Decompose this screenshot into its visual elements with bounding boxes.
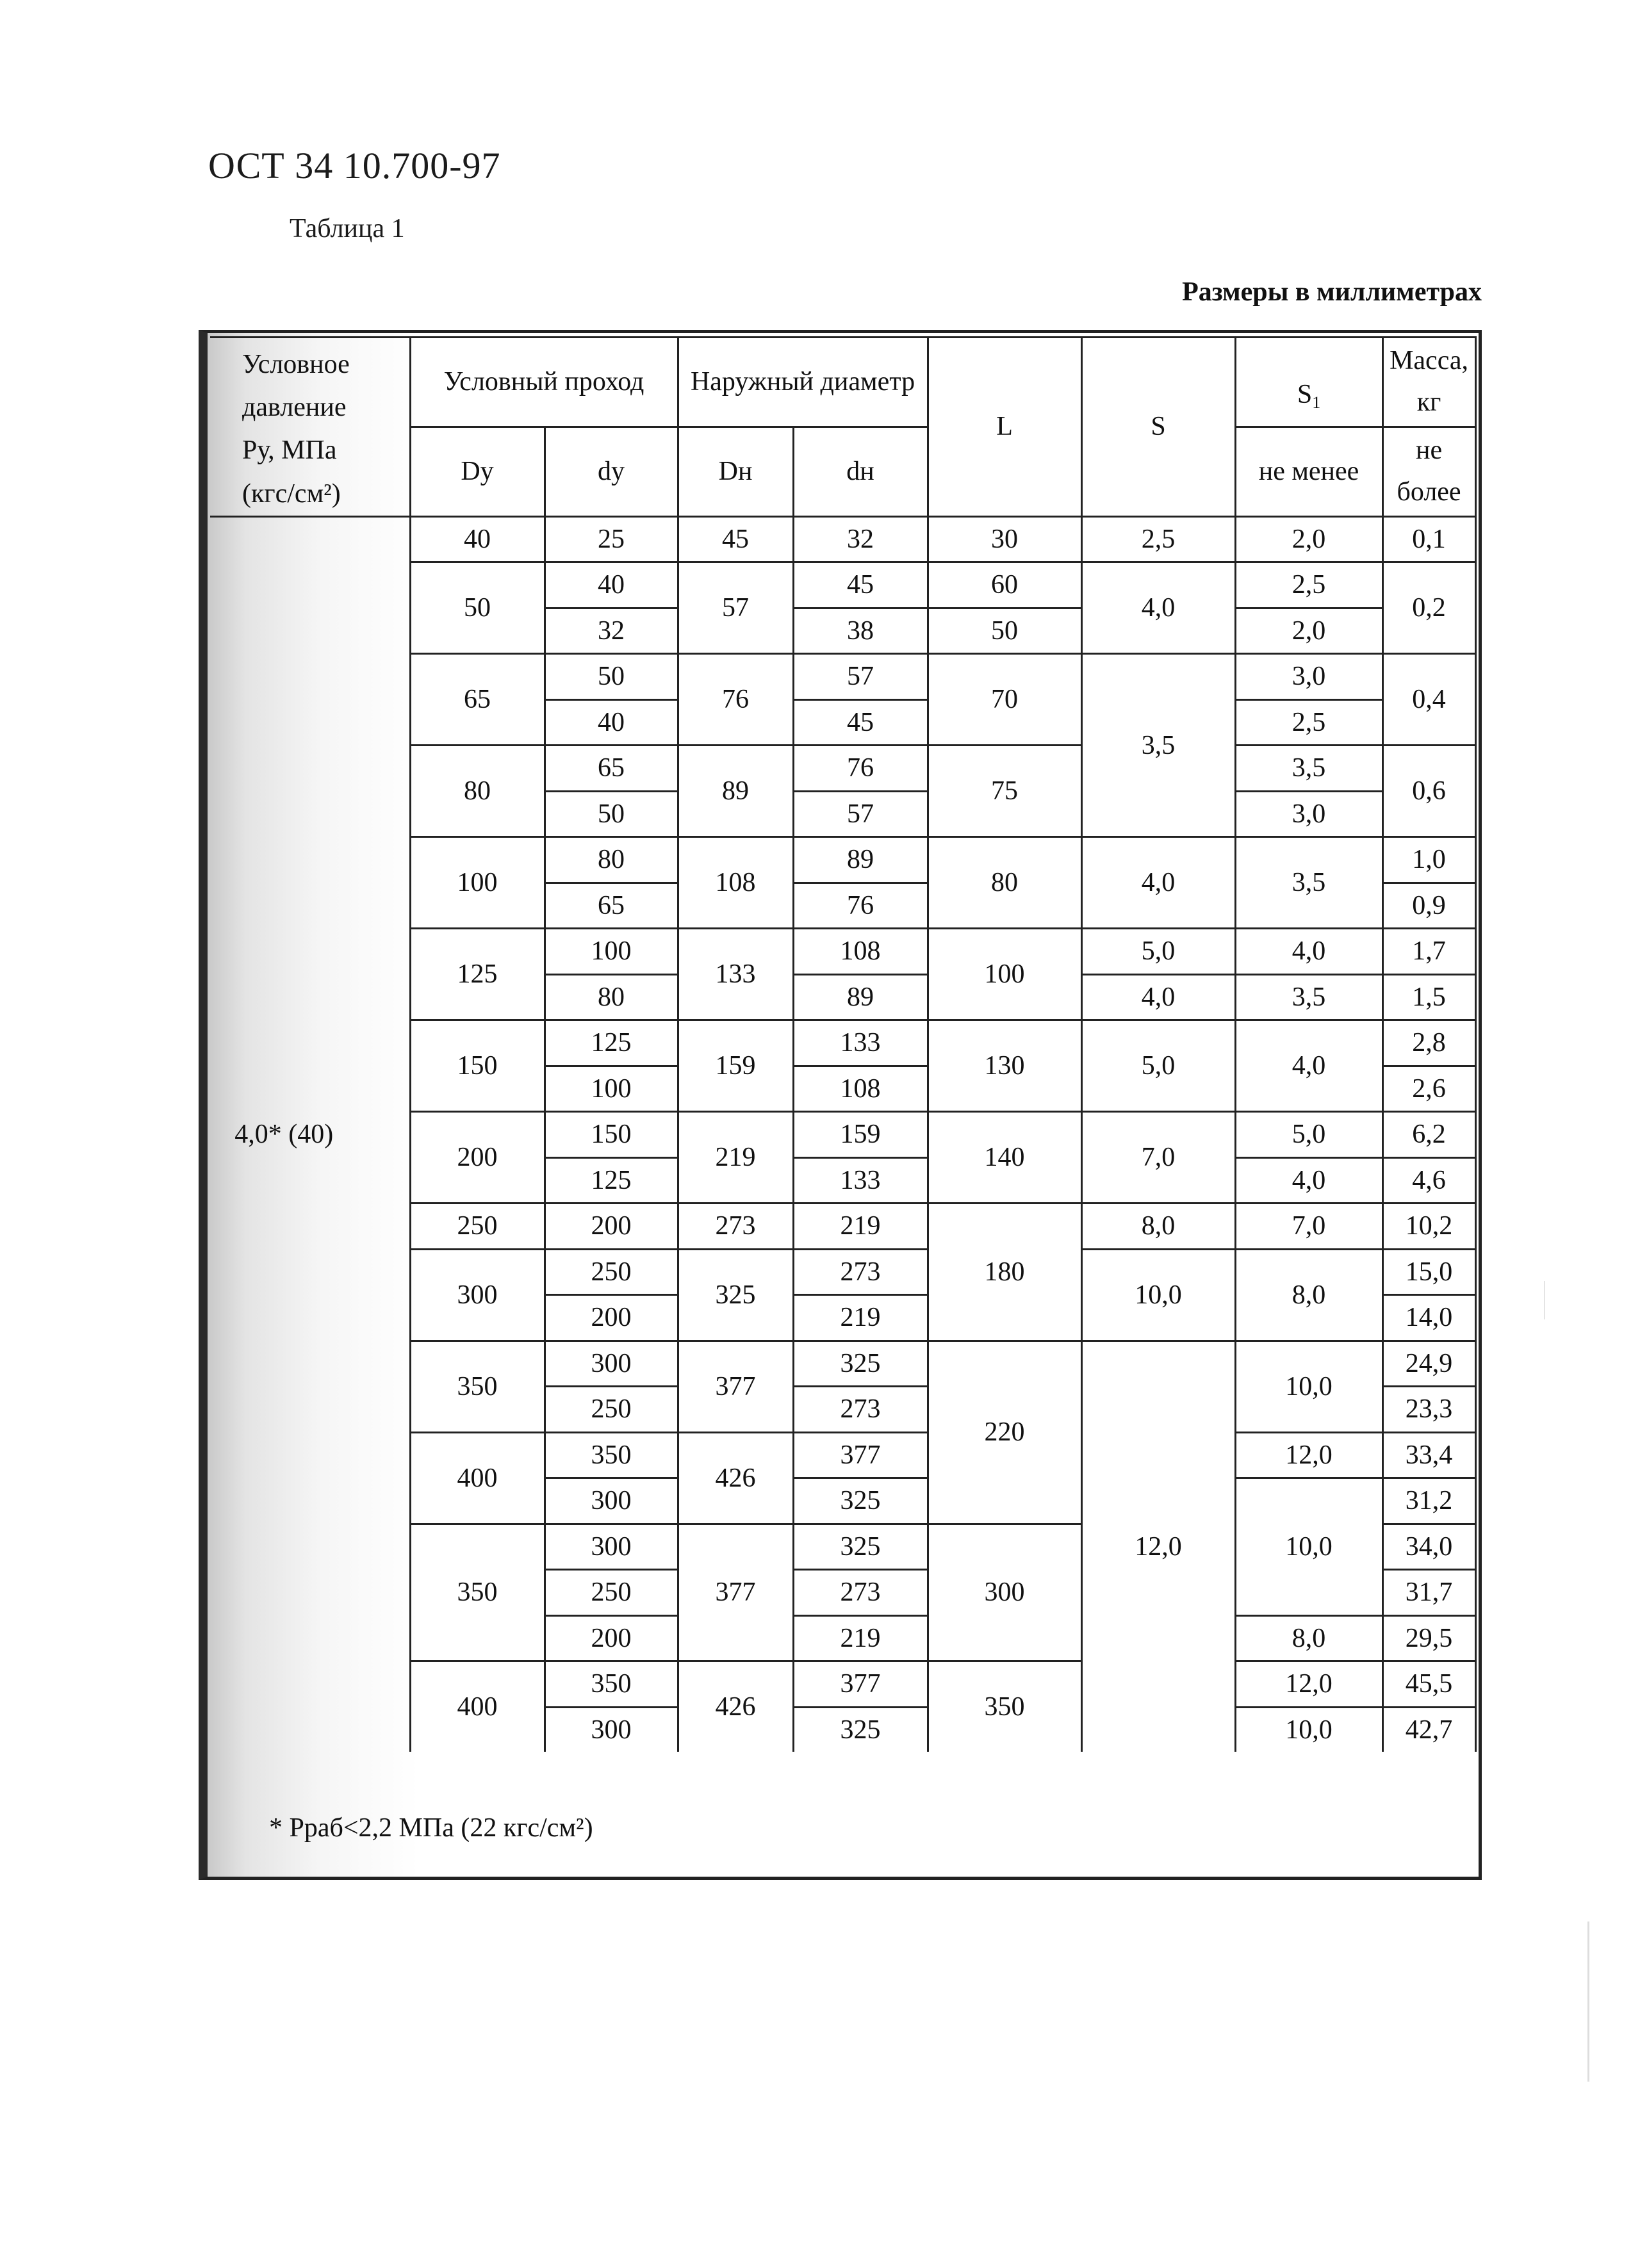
cell-Dy: 200 <box>410 1112 545 1203</box>
cell-Dn: 76 <box>678 654 793 746</box>
cell-Dy: 350 <box>410 1524 545 1661</box>
cell-S1: 3,0 <box>1235 654 1382 700</box>
cell-S1: 5,0 <box>1235 1112 1382 1158</box>
cell-dy: 200 <box>545 1615 678 1661</box>
cell-Dy: 300 <box>410 1249 545 1341</box>
cell-mass: 34,0 <box>1382 1524 1475 1570</box>
cell-Dy: 65 <box>410 654 545 746</box>
cell-dn: 273 <box>793 1249 928 1295</box>
cell-dy: 80 <box>545 974 678 1020</box>
cell-dy: 250 <box>545 1387 678 1433</box>
cell-Dn: 219 <box>678 1112 793 1203</box>
cell-dy: 300 <box>545 1524 678 1570</box>
header-L: L <box>928 338 1081 517</box>
cell-mass: 31,7 <box>1382 1570 1475 1616</box>
cell-dn: 89 <box>793 974 928 1020</box>
cell-dn: 38 <box>793 608 928 654</box>
cell-dn: 377 <box>793 1432 928 1478</box>
cell-S1: 10,0 <box>1235 1341 1382 1432</box>
cell-dy: 100 <box>545 929 678 975</box>
cell-dn: 325 <box>793 1707 928 1752</box>
cell-Dy: 125 <box>410 929 545 1020</box>
header-pressure-line-4: (кгс/см²) <box>242 478 341 509</box>
header-S1-label <box>1297 380 1321 412</box>
cell-mass: 1,5 <box>1382 974 1475 1020</box>
header-outer-diameter: Наружный диаметр <box>678 338 928 427</box>
header-S1-subscript: 1 <box>1312 393 1321 412</box>
scan-artifact <box>1587 1921 1589 2082</box>
cell-dn: 133 <box>793 1157 928 1203</box>
cell-mass: 2,8 <box>1382 1020 1475 1066</box>
header-pressure-line-3: Ру, МПа <box>242 436 337 466</box>
cell-S: 4,0 <box>1081 562 1235 654</box>
cell-S1: 12,0 <box>1235 1661 1382 1708</box>
cell-S1: 3,5 <box>1235 974 1382 1020</box>
cell-mass: 1,7 <box>1382 929 1475 975</box>
cell-dn: 219 <box>793 1203 928 1250</box>
cell-dn: 76 <box>793 746 928 792</box>
cell-S1: 3,5 <box>1235 746 1382 792</box>
cell-dn: 133 <box>793 1020 928 1066</box>
header-S1 <box>1235 338 1382 427</box>
cell-dy: 65 <box>545 746 678 792</box>
dimensions-table <box>210 336 1477 1752</box>
units-note: Размеры в миллиметрах <box>1182 277 1482 307</box>
cell-mass: 0,1 <box>1382 516 1475 562</box>
cell-Dn: 45 <box>678 516 793 562</box>
cell-mass: 0,6 <box>1382 746 1475 837</box>
header-pressure <box>210 338 410 517</box>
cell-S: 12,0 <box>1081 1341 1235 1752</box>
cell-L: 75 <box>928 746 1081 837</box>
cell-dy: 50 <box>545 791 678 837</box>
cell-dn: 219 <box>793 1295 928 1341</box>
header-dn: dн <box>793 427 928 516</box>
cell-mass: 1,0 <box>1382 837 1475 883</box>
cell-mass: 33,4 <box>1382 1432 1475 1478</box>
cell-S1: 10,0 <box>1235 1478 1382 1616</box>
footnote: * Рраб<2,2 МПа (22 кгс/см²) <box>269 1813 593 1843</box>
cell-S1: 2,0 <box>1235 516 1382 562</box>
cell-L: 180 <box>928 1203 1081 1341</box>
cell-dn: 325 <box>793 1341 928 1387</box>
header-mass: Масса, кг <box>1382 338 1475 427</box>
cell-mass: 4,6 <box>1382 1157 1475 1203</box>
header-S: S <box>1081 338 1235 517</box>
cell-mass: 31,2 <box>1382 1478 1475 1524</box>
cell-L: 300 <box>928 1524 1081 1661</box>
table-row <box>210 516 1475 562</box>
cell-dy: 200 <box>545 1295 678 1341</box>
cell-dy: 250 <box>545 1570 678 1616</box>
cell-mass: 14,0 <box>1382 1295 1475 1341</box>
cell-dn: 89 <box>793 837 928 883</box>
cell-S: 7,0 <box>1081 1112 1235 1203</box>
cell-mass: 42,7 <box>1382 1707 1475 1752</box>
cell-dn: 377 <box>793 1661 928 1708</box>
cell-S: 10,0 <box>1081 1249 1235 1341</box>
cell-S1: 12,0 <box>1235 1432 1382 1478</box>
cell-dy: 80 <box>545 837 678 883</box>
cell-S: 4,0 <box>1081 974 1235 1020</box>
cell-L: 130 <box>928 1020 1081 1112</box>
cell-S: 5,0 <box>1081 929 1235 975</box>
scan-artifact <box>1544 1281 1545 1319</box>
cell-L: 100 <box>928 929 1081 1020</box>
cell-Dy: 400 <box>410 1432 545 1524</box>
cell-L: 30 <box>928 516 1081 562</box>
cell-mass: 10,2 <box>1382 1203 1475 1250</box>
cell-mass: 45,5 <box>1382 1661 1475 1708</box>
cell-Dn: 108 <box>678 837 793 929</box>
table-title: Таблица 1 <box>290 214 405 243</box>
cell-Dy: 400 <box>410 1661 545 1752</box>
cell-Dn: 377 <box>678 1341 793 1432</box>
cell-Dn: 133 <box>678 929 793 1020</box>
cell-dn: 219 <box>793 1615 928 1661</box>
cell-dy: 50 <box>545 654 678 700</box>
cell-Dy: 350 <box>410 1341 545 1432</box>
cell-L: 140 <box>928 1112 1081 1203</box>
cell-dy: 300 <box>545 1478 678 1524</box>
cell-dy: 150 <box>545 1112 678 1158</box>
header-dy: dу <box>545 427 678 516</box>
cell-mass: 23,3 <box>1382 1387 1475 1433</box>
cell-S: 3,5 <box>1081 654 1235 837</box>
cell-L: 50 <box>928 608 1081 654</box>
cell-Dn: 159 <box>678 1020 793 1112</box>
cell-dy: 25 <box>545 516 678 562</box>
cell-dn: 45 <box>793 562 928 608</box>
cell-S1: 8,0 <box>1235 1249 1382 1341</box>
cell-mass: 15,0 <box>1382 1249 1475 1295</box>
cell-S1: 2,5 <box>1235 562 1382 608</box>
cell-S: 2,5 <box>1081 516 1235 562</box>
cell-S1: 4,0 <box>1235 1157 1382 1203</box>
cell-dy: 32 <box>545 608 678 654</box>
cell-dy: 250 <box>545 1249 678 1295</box>
cell-dy: 100 <box>545 1066 678 1112</box>
cell-L: 350 <box>928 1661 1081 1752</box>
cell-mass: 0,4 <box>1382 654 1475 746</box>
cell-S1: 8,0 <box>1235 1615 1382 1661</box>
cell-dn: 325 <box>793 1478 928 1524</box>
cell-dn: 159 <box>793 1112 928 1158</box>
header-pressure-line-2: давление <box>242 393 347 423</box>
cell-dn: 45 <box>793 699 928 746</box>
cell-L: 70 <box>928 654 1081 746</box>
cell-dn: 108 <box>793 1066 928 1112</box>
header-Dy: Dу <box>410 427 545 516</box>
cell-mass: 6,2 <box>1382 1112 1475 1158</box>
cell-Dn: 57 <box>678 562 793 654</box>
cell-L: 60 <box>928 562 1081 608</box>
cell-S: 4,0 <box>1081 837 1235 929</box>
cell-dn: 108 <box>793 929 928 975</box>
cell-L: 220 <box>928 1341 1081 1524</box>
cell-Dy: 40 <box>410 516 545 562</box>
cell-Dn: 273 <box>678 1203 793 1250</box>
document-code: ОСТ 34 10.700-97 <box>208 145 501 186</box>
cell-dn: 325 <box>793 1524 928 1570</box>
header-mass-note: не более <box>1382 427 1475 516</box>
cell-mass: 2,6 <box>1382 1066 1475 1112</box>
cell-dn: 32 <box>793 516 928 562</box>
cell-dy: 200 <box>545 1203 678 1250</box>
cell-Dy: 100 <box>410 837 545 929</box>
cell-Dy: 250 <box>410 1203 545 1250</box>
cell-S1: 10,0 <box>1235 1707 1382 1752</box>
cell-dn: 76 <box>793 883 928 929</box>
cell-Dy: 50 <box>410 562 545 654</box>
cell-dn: 57 <box>793 791 928 837</box>
cell-dy: 300 <box>545 1341 678 1387</box>
cell-dn: 273 <box>793 1570 928 1616</box>
cell-S1: 4,0 <box>1235 929 1382 975</box>
header-Dn: Dн <box>678 427 793 516</box>
cell-mass: 0,2 <box>1382 562 1475 654</box>
cell-Dy: 150 <box>410 1020 545 1112</box>
cell-S1: 3,0 <box>1235 791 1382 837</box>
cell-Dn: 377 <box>678 1524 793 1661</box>
header-S1-letter: S <box>1297 380 1313 410</box>
cell-mass: 0,9 <box>1382 883 1475 929</box>
cell-S: 5,0 <box>1081 1020 1235 1112</box>
cell-S1: 7,0 <box>1235 1203 1382 1250</box>
cell-dy: 300 <box>545 1707 678 1752</box>
cell-L: 80 <box>928 837 1081 929</box>
cell-Dn: 426 <box>678 1661 793 1752</box>
cell-dy: 40 <box>545 562 678 608</box>
cell-mass: 29,5 <box>1382 1615 1475 1661</box>
cell-Dn: 426 <box>678 1432 793 1524</box>
cell-S1: 4,0 <box>1235 1020 1382 1112</box>
header-nominal-bore: Условный проход <box>410 338 678 427</box>
cell-Dn: 89 <box>678 746 793 837</box>
cell-Dn: 325 <box>678 1249 793 1341</box>
cell-dy: 350 <box>545 1661 678 1708</box>
header-row-1 <box>210 338 1475 427</box>
cell-dy: 350 <box>545 1432 678 1478</box>
cell-S1: 2,5 <box>1235 699 1382 746</box>
cell-S: 8,0 <box>1081 1203 1235 1250</box>
header-S1-note: не менее <box>1235 427 1382 516</box>
header-pressure-line-1: Условное <box>242 350 350 379</box>
cell-mass: 24,9 <box>1382 1341 1475 1387</box>
cell-dy: 40 <box>545 699 678 746</box>
cell-dy: 65 <box>545 883 678 929</box>
cell-S1: 3,5 <box>1235 837 1382 929</box>
cell-dn: 57 <box>793 654 928 700</box>
cell-Dy: 80 <box>410 746 545 837</box>
cell-dy: 125 <box>545 1020 678 1066</box>
cell-dy: 125 <box>545 1157 678 1203</box>
cell-dn: 273 <box>793 1387 928 1433</box>
pressure-value: 4,0* (40) <box>210 516 410 1752</box>
cell-S1: 2,0 <box>1235 608 1382 654</box>
